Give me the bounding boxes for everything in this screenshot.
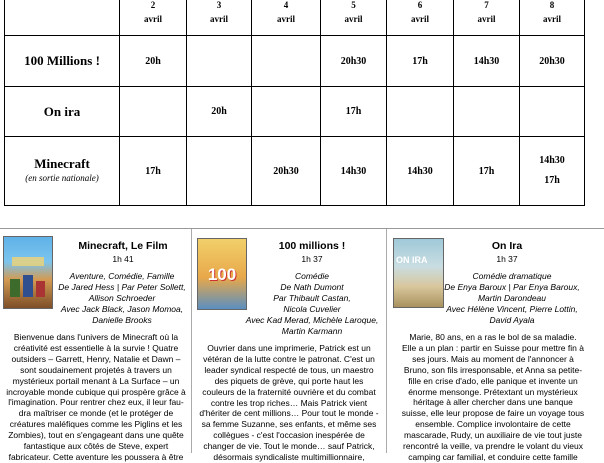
date-cell: 6 avril [387,0,454,36]
showtime-cell: 20h30 [252,137,321,206]
date-header-row [5,0,585,36]
showtime-cell: 20h30 [520,36,585,87]
film-title: 100 millions ! [278,240,346,252]
film-duration: 1h 41 [112,254,134,264]
showtime-cell: 20h30 [321,36,387,87]
showtime-cell: 17h [387,36,454,87]
showtime-cell: 17h [321,87,387,137]
film-meta: Comédie dramatique De Enya Baroux | Par Enya Baroux, Martin Darondeau Avec Hélène Vincent, Pierre Lottin, David Ayala [444,271,580,325]
showtime-cell [187,137,252,206]
showtime-cell: 17h [120,137,187,206]
film-card-100-millions [192,229,386,463]
schedule-row [5,36,585,87]
film-card-on-ira [387,229,604,462]
film-card-minecraft [0,229,191,462]
date-cell: 3 avril [187,0,252,36]
film-duration: 1h 37 [496,254,518,264]
showtime-cell [387,87,454,137]
film-name-cell: 100 Millions ! [5,36,120,87]
poster-art [4,237,52,308]
showtime-cell: 14h30 17h [520,137,585,206]
date-cell: 2 avril [120,0,187,36]
film-synopsis: Bienvenue dans l'univers de Minecraft où la créativité est essentielle à la survie ! Quatre outsiders – Garrett, Henry, Natalie et Dawn – sont soudainement projetés à travers un mystérieux portail menant à La Surface – un incroyable monde cubique qui prospère grâce à l'imagination. Pour rentrer chez eux, il leur fau- dra maîtriser ce monde (et le protéger de créatures maléfiques comme les Piglins et les Zombies), tout en s'engageant dans une quête fantastique aux côtés de Steve, expert fabricateur. Cette aventure les poussera à être [6,332,186,462]
film-synopsis: Marie, 80 ans, en a ras le bol de sa maladie. Elle a un plan : partir en Suisse pour mettre fin à ses jours. Mais au moment de l'annoncer à Bruno, son fils irresponsable, et Anna sa petite- fille en crise d'ado, elle panique et invente un énorme mensonge. Prétextant un mystérieux héritage à aller chercher dans une banque suisse, elle leur propose de faire un voyage tous ensemble. Complice involontaire de cette mascarade, Rudy, un auxiliaire de vie tout juste rencontré la veille, va prendre le volant du vieux camping car familial, et conduire cette famille [401,332,585,462]
poster-lettering: ON IRA [396,255,428,265]
showtime-cell [520,87,585,137]
date-cell: 5 avril [321,0,387,36]
showtime-cell [120,87,187,137]
date-cell: 8 avril [520,0,585,36]
film-name-cell: On ira [5,87,120,137]
film-synopsis: Ouvrier dans une imprimerie, Patrick est un vétéran de la lutte contre le patronat. C'est un leader syndical respecté de tous, un maestro des piquets de grève, qui porte haut les couleurs de la fraternité ouvrière et du combat contre les trop riches… Mais Patrick vient d'hériter de cent millions… Pour tout le monde - sa femme Suzanne, ses enfants, et même ses collègues - c'est l'occasion inespérée de changer de vie. Tout le monde… sauf Patrick, désormais syndicaliste multimillionnaire, [199,343,379,463]
schedule-row [5,87,585,137]
film-title: On Ira [491,240,523,252]
date-cell: 7 avril [454,0,520,36]
poster-lettering: 100 [207,265,237,284]
showtime-cell [187,36,252,87]
showtime-cell [252,87,321,137]
film-poster [3,236,53,309]
showtime-cell: 20h [187,87,252,137]
schedule-row [5,137,585,206]
film-title: Minecraft, Le Film [78,240,168,252]
film-name-cell: Minecraft (en sortie nationale) [5,137,120,206]
showtime-cell: 14h30 [454,36,520,87]
date-cell: 4 avril [252,0,321,36]
showtime-cell: 20h [120,36,187,87]
showtime-cell [454,87,520,137]
film-meta: Aventure, Comédie, Famille De Jared Hess | Par Peter Sollett, Allison Schroeder Avec Jack Black, Jason Momoa, Danielle Brooks [58,271,186,325]
showtime-cell: 14h30 [387,137,454,206]
corner-cell [5,0,120,36]
film-duration: 1h 37 [301,254,323,264]
schedule-table [4,0,585,206]
showtime-cell [252,36,321,87]
showtime-cell: 14h30 [321,137,387,206]
showtime-cell: 17h [454,137,520,206]
film-meta: Comédie De Nath Dumont Par Thibault Castan, Nicola Cuvelier Avec Kad Merad, Michèle Laroque, Martin Karmann [245,271,379,336]
